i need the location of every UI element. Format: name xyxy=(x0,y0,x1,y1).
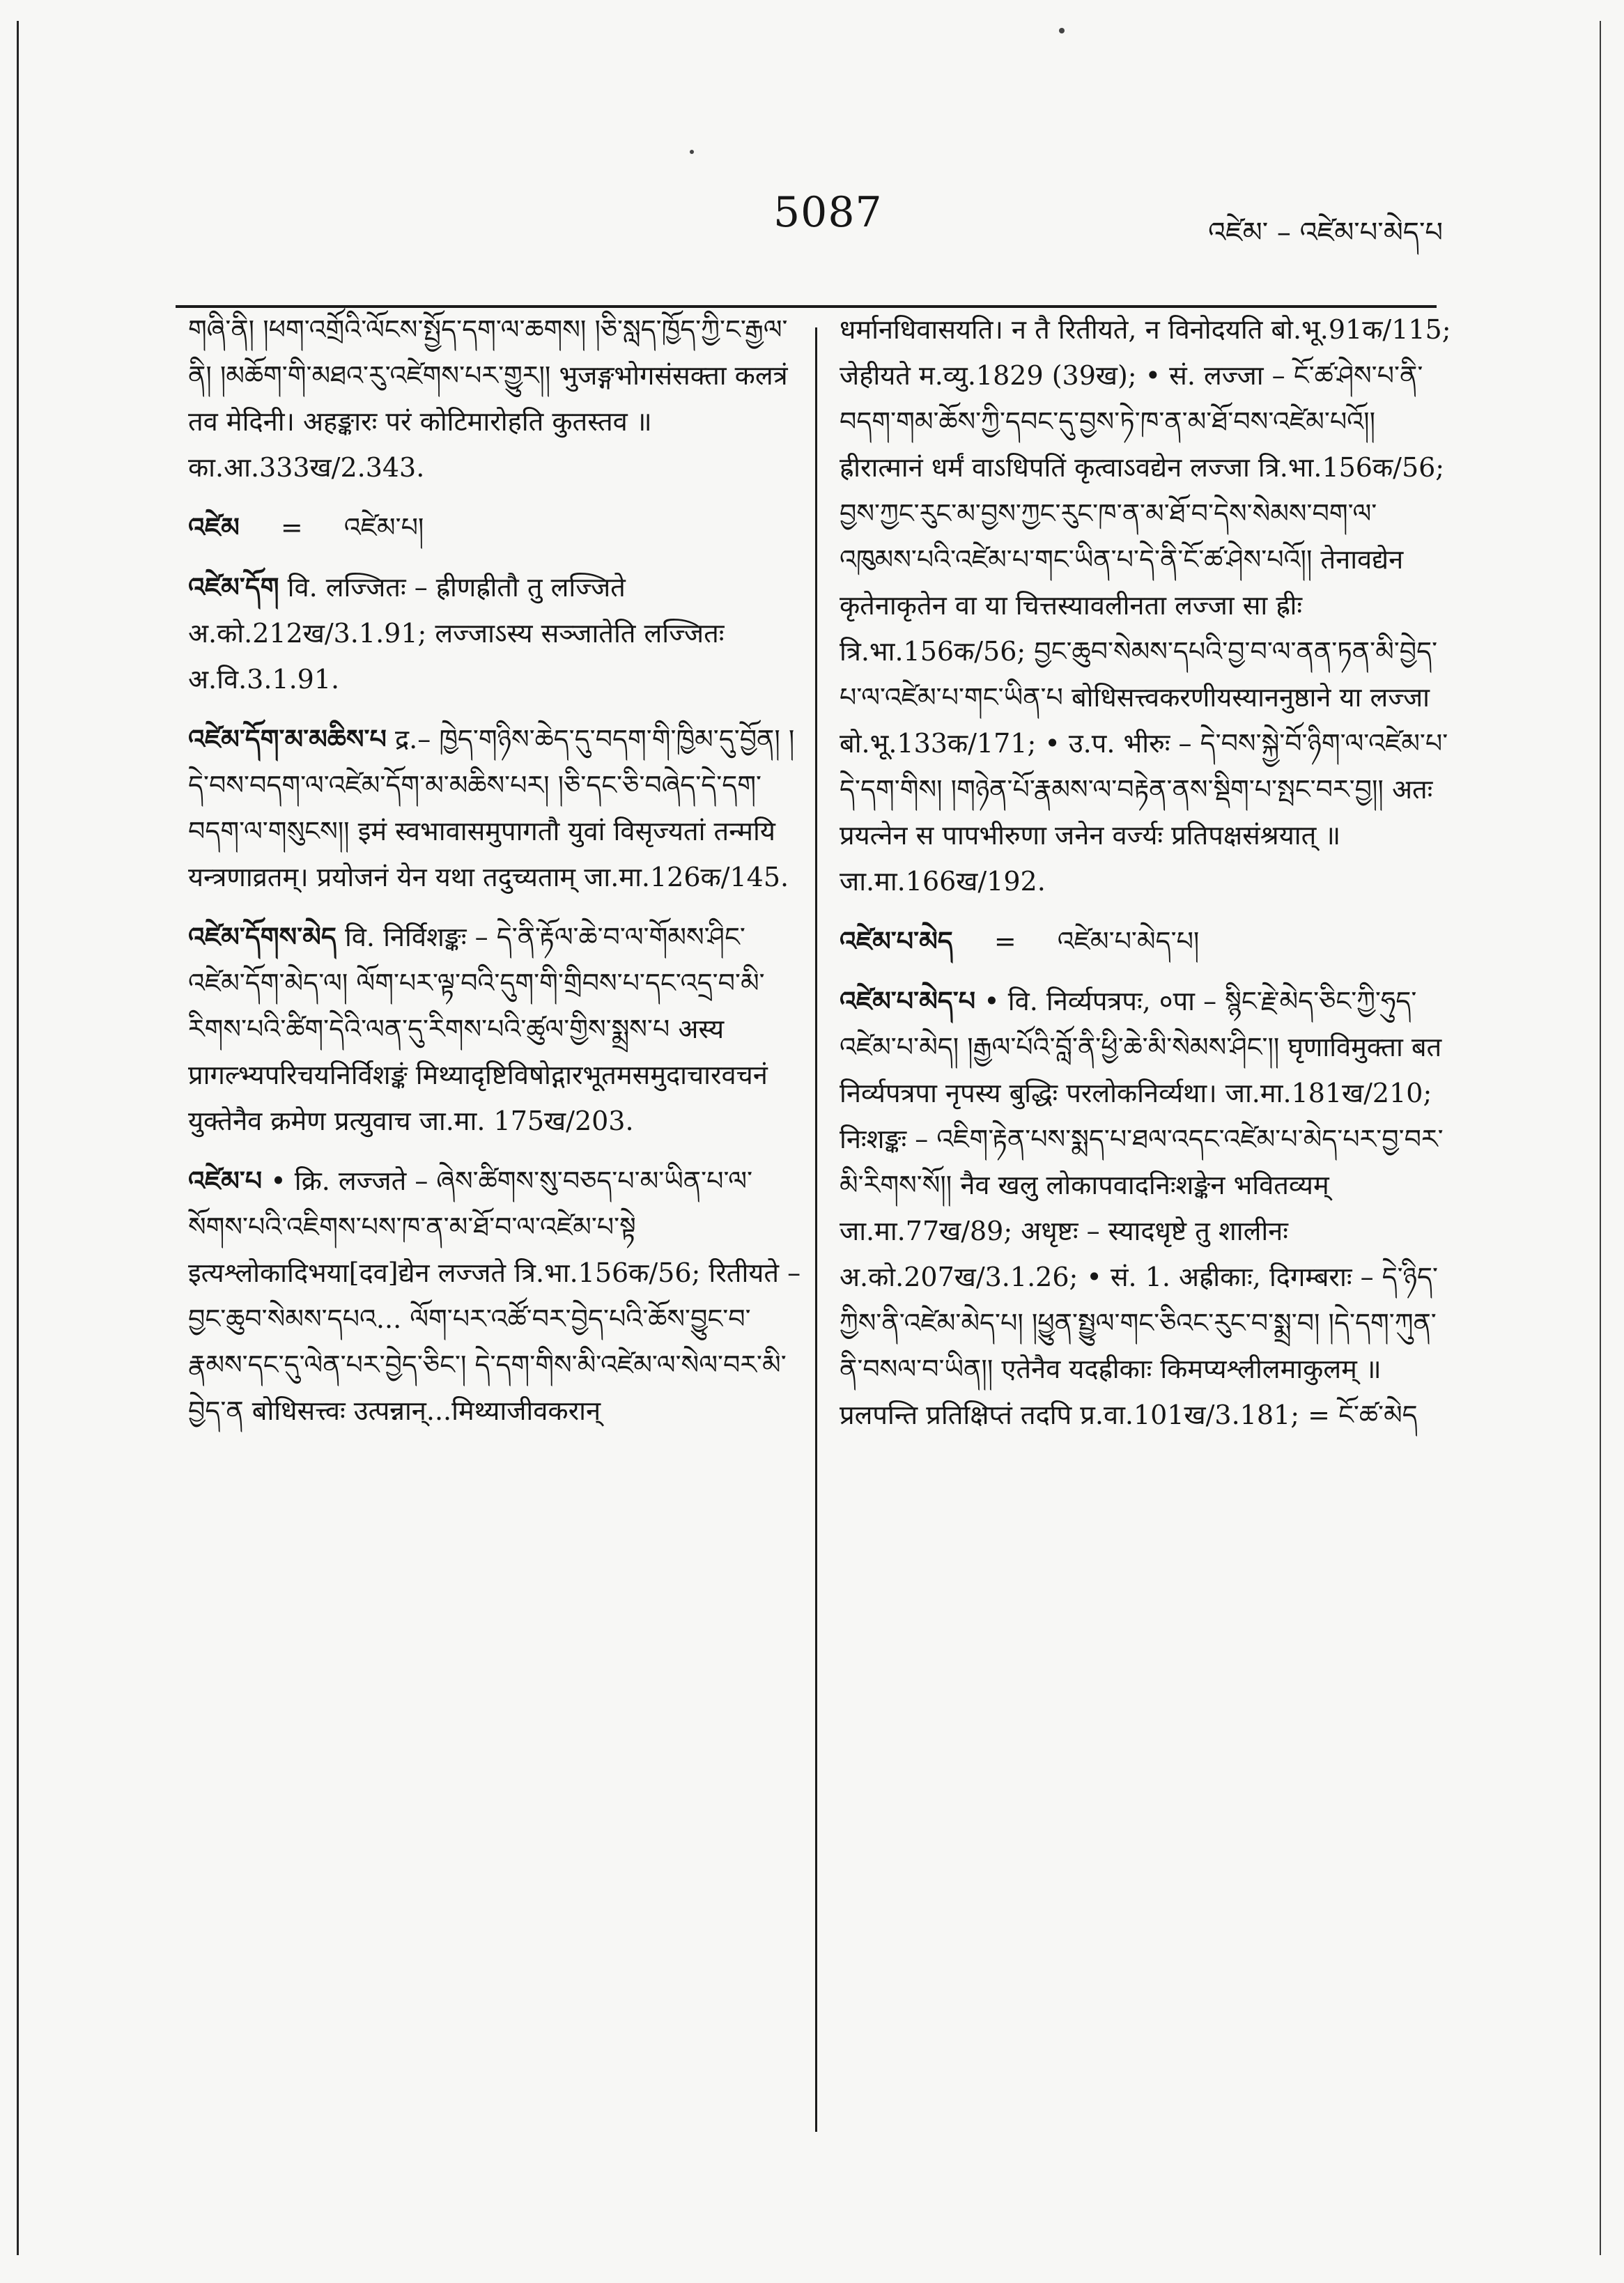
headword: འཛེམ་དོགས་མེད xyxy=(188,921,337,952)
continuation-text: གཞི་ནི། །ཕག་འགྲོའི་ལོངས་སྤྱོད་དག་ལ་ཆགས། །ཅི་སླད་ཁྱོད་ཀྱི་ང་རྒྱལ་ནི། །མཆོག་གི་མཐའ་རུ་འཛེགས་པར་གྱུར།། भुजङ्गभोगसंसक्ता कलत्रं तव मेदिनी। अहङ्कारः परं कोटिमारोहति कुतस्तव ॥ का.आ.333ख/2.343. xyxy=(188,314,788,483)
entry-text: འཛེམ་པ། xyxy=(343,512,424,543)
entry-text: • क्रि. लज्जते – ཞེས་ཚིགས་སུ་བཅད་པ་མ་ཡིན་པ་ལ་སོགས་པའི་འཇིགས་པས་ཁ་ན་མ་ཐོ་བ་ལ་འཛེམ་པ་སྟེ इत्यश्लोकादिभया[दव]द्येन लज्जते त्रि.भा.156क/56; रितीयते – བྱང་ཆུབ་སེམས་དཔའ... ལོག་པར་འཚོ་བར་བྱེད་པའི་ཆོས་བྱུང་བ་རྣམས་དང་དུ་ལེན་པར་བྱེད་ཅིང་། དེ་དག་གིས་མི་འཛེམ་ལ་སེལ་བར་མི་བྱེད་ན बोधिसत्त्वः उत्पन्नान्...मिथ्याजीवकरान् xyxy=(188,1166,801,1426)
dictionary-entry xyxy=(188,504,801,550)
dictionary-entry xyxy=(840,918,1453,964)
entry-text: वि. लज्जितः – ह्रीणह्रीतौ तु लज्जिते अ.को.212ख/3.1.91; लज्जाऽस्य सञ्जातेति लज्जितः अ.वि.3.1.91. xyxy=(188,572,725,695)
page-edge-right xyxy=(1600,21,1601,2255)
running-head: འཛེམ་ – འཛེམ་པ་མེད་པ xyxy=(1208,217,1443,249)
headword: འཛེམ་དོག་མ་མཆིས་པ xyxy=(188,723,387,754)
entry-text: འཛེམ་པ་མེད་པ། xyxy=(1057,926,1200,957)
dictionary-entry xyxy=(188,564,801,702)
dictionary-entry xyxy=(840,978,1453,1438)
headword: འཛེམ་པ་མེད xyxy=(840,925,953,957)
dictionary-entry xyxy=(188,1158,801,1434)
headword: འཛེམ་པ་མེད་པ xyxy=(840,985,976,1016)
equals-sign: = xyxy=(280,512,303,543)
headword: འཛེམ་དོག xyxy=(188,571,279,603)
speck xyxy=(690,150,694,154)
dictionary-entry xyxy=(188,914,801,1144)
dictionary-entry xyxy=(188,716,801,900)
continuation-text: धर्मानधिवासयति। न तै रितीयते, न विनोदयति बो.भू.91क/115; जेहीयते म.व्यु.1829 (39ख); • सं. लज्जा – ངོ་ཚ་ཤེས་པ་ནི་བདག་གམ་ཆོས་ཀྱི་དབང་དུ་བྱས་ཏེ་ཁ་ན་མ་ཐོ་བས་འཛེམ་པའོ།། ह्रीरात्मानं धर्मं वाऽधिपतिं कृत्वाऽवद्येन लज्जा त्रि.भा.156क/56; བྱས་ཀྱང་རུང་མ་བྱས་ཀྱང་རུང་ཁ་ན་མ་ཐོ་བ་དེས་སེམས་བག་ལ་འཁུམས་པའི་འཛེམ་པ་གང་ཡིན་པ་དེ་ནི་ངོ་ཚ་ཤེས་པའོ།། तेनावद्येन कृतेनाकृतेन वा या चित्तस्यावलीनता लज्जा सा ह्रीः त्रि.भा.156क/56; བྱང་ཆུབ་སེམས་དཔའི་བྱ་བ་ལ་ནན་ཏན་མི་བྱེད་པ་ལ་འཛེམ་པ་གང་ཡིན་པ बोधिसत्त्वकरणीयस्याननुष्ठाने या लज्जा बो.भू.133क/171; • उ.प. भीरुः – དེ་བས་སྐྱེ་བོ་ཉིག་ལ་འཛེམ་པ་དེ་དག་གིས། །གཉེན་པོ་རྣམས་ལ་བརྟེན་ནས་སྡིག་པ་སྤང་བར་བྱ།། अतः प्रयत्नेन स पापभीरुणा जनेन वर्ज्यः प्रतिपक्षसंश्रयात् ॥ जा.मा.166ख/192. xyxy=(840,314,1451,897)
page-edge-left xyxy=(17,21,19,2255)
headword: འཛེམ་པ xyxy=(188,1165,263,1196)
left-column xyxy=(188,307,801,1434)
entry-text: वि. निर्विशङ्कः – དེ་ནི་རྟོལ་ཆེ་བ་ལ་གོམས་ཤིང་འཛེམ་དོག་མེད་ལ། ལོག་པར་ལྟ་བའི་དུག་གི་གྲིབས་པ་དང་འདྲ་བ་མི་རིགས་པའི་ཚིག་དེའི་ལན་དུ་རིགས་པའི་ཚུལ་གྱིས་སྨྲས་པ अस्य प्रागल्भ्यपरिचयनिर्विशङ्कं मिथ्यादृष्टिविषोद्गारभूतमसमुदाचारवचनं युक्तेनैव क्रमेण प्रत्युवाच जा.मा. 175ख/203. xyxy=(188,922,768,1136)
equals-sign: = xyxy=(993,926,1016,957)
entry-text: द्र.– ཁྱེད་གཉིས་ཆེད་དུ་བདག་གི་ཁྱིམ་དུ་བྱོན། །དེ་བས་བདག་ལ་འཛེམ་དོག་མ་མཆིས་པར། །ཅི་དང་ཅི་བཞེད་དེ་དག་བདག་ལ་གསུངས།། इमं स्वभावासमुपागतौ युवां विसृज्यतां तन्मयि यन्त्रणाव्रतम्। प्रयोजनं येन यथा तदुच्यताम् जा.मा.126क/145. xyxy=(188,724,795,892)
column-divider xyxy=(815,327,817,2132)
right-column xyxy=(840,307,1453,1438)
headword: འཛེམ xyxy=(188,511,240,543)
speck xyxy=(1059,28,1065,33)
entry-text: • वि. निर्व्यपत्रपः, ०पा – སྙིང་རྗེ་མེད་ཅིང་ཀྱི་ཧུད་འཛེམ་པ་མེད། །རྒྱལ་པོའི་བློ་ནི་ཕྱི་ཆེ་མི་སེམས་ཤིང་།། घृणाविमुक्ता बत निर्व्यपत्रपा नृपस्य बुद्धिः परलोकनिर्व्यथा। जा.मा.181ख/210; निःशङ्कः – འཇིག་རྟེན་པས་སྨད་པ་ཐལ་འདང་འཛེམ་པ་མེད་པར་བྱ་བར་མི་རིགས་སོ།། नैव खलु लोकापवादनिःशङ्केन भवितव्यम् जा.मा.77ख/89; अधृष्टः – स्यादधृष्टे तु शालीनः अ.को.207ख/3.1.26; • सं. 1. अह्रीकाः, दिगम्बराः – དེ་ཉིད་ཀྱིས་ནི་འཛེམ་མེད་པ། །ཕྱུན་སྤྱུལ་གང་ཅིའང་རུང་བ་སྨྲ་བ། །དེ་དག་ཀུན་ནི་བསལ་བ་ཡིན།། एतेनैव यदह्रीकाः किमप्यश्लीलमाकुलम् ॥ प्रलपन्ति प्रतिक्षिप्तं तदपि प्र.वा.101ख/3.181; = ངོ་ཚ་མེད xyxy=(840,986,1444,1430)
page-number: 5087 xyxy=(773,188,883,237)
